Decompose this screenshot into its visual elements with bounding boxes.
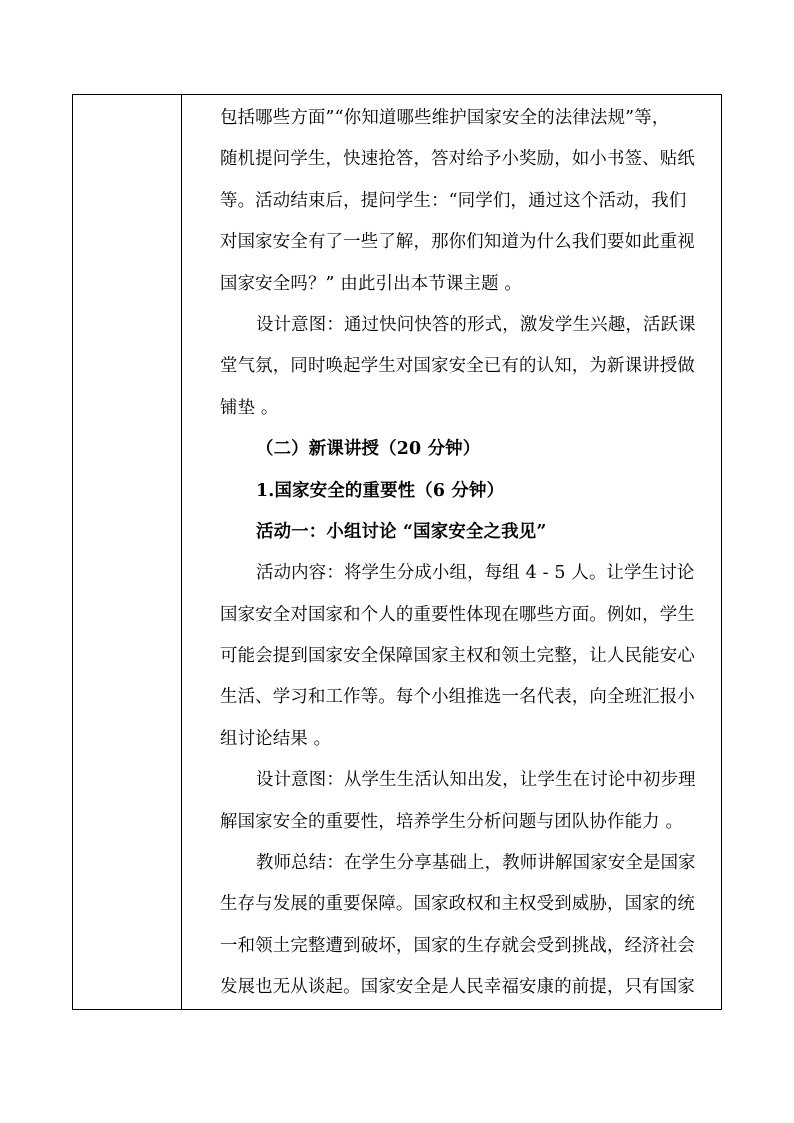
body-line: 国家安全对国家和个人的重要性体现在哪些方面。例如，学生 xyxy=(220,604,695,625)
body-line: 生活、学习和工作等。每个小组推选一名代表，向全班汇报小 xyxy=(220,687,695,708)
body-line: 包括哪些方面”“你知道哪些维护国家安全的法律法规”等， xyxy=(220,108,670,128)
body-line: 一和领土完整遭到破坏，国家的生存就会受到挑战，经济社会 xyxy=(220,935,695,956)
lesson-content xyxy=(220,95,720,1009)
body-line: 堂气氛，同时唤起学生对国家安全已有的认知，为新课讲授做 xyxy=(220,356,695,377)
table-left-column xyxy=(73,95,182,1009)
subsection-heading: 1.国家安全的重要性（6 分钟） xyxy=(256,480,505,501)
body-line: 活动内容：将学生分成小组，每组 4 - 5 人。让学生讨论 xyxy=(256,563,695,584)
body-line: 生存与发展的重要保障。国家政权和主权受到威胁，国家的统 xyxy=(220,894,695,915)
body-line: 随机提问学生，快速抢答，答对给予小奖励，如小书签、贴纸 xyxy=(220,149,695,170)
body-line: 组讨论结果 。 xyxy=(220,728,332,749)
body-line: 铺垫 。 xyxy=(220,397,279,418)
section-heading: （二）新课讲授（20 分钟） xyxy=(256,439,481,460)
body-line: 等。活动结束后，提问学生：“同学们，通过这个活动，我们 xyxy=(220,190,687,211)
body-line: 解国家安全的重要性，培养学生分析问题与团队协作能力 。 xyxy=(220,811,684,832)
body-line: 设计意图：从学生生活认知出发，让学生在讨论中初步理 xyxy=(256,770,696,791)
body-line: 设计意图：通过快问快答的形式，激发学生兴趣，活跃课 xyxy=(256,314,696,335)
body-line: 发展也无从谈起。国家安全是人民幸福安康的前提，只有国家 xyxy=(220,977,695,998)
body-line: 对国家安全有了一些了解，那你们知道为什么我们要如此重视 xyxy=(220,232,695,253)
table-right-column xyxy=(182,95,721,1009)
body-line: 国家安全吗？” 由此引出本节课主题 。 xyxy=(220,273,522,294)
body-line: 教师总结：在学生分享基础上，教师讲解国家安全是国家 xyxy=(256,853,696,874)
body-line: 可能会提到国家安全保障国家主权和领土完整，让人民能安心 xyxy=(220,646,695,667)
lesson-table xyxy=(72,94,722,1010)
activity-heading: 活动一：小组讨论 “国家安全之我见” xyxy=(256,521,547,542)
